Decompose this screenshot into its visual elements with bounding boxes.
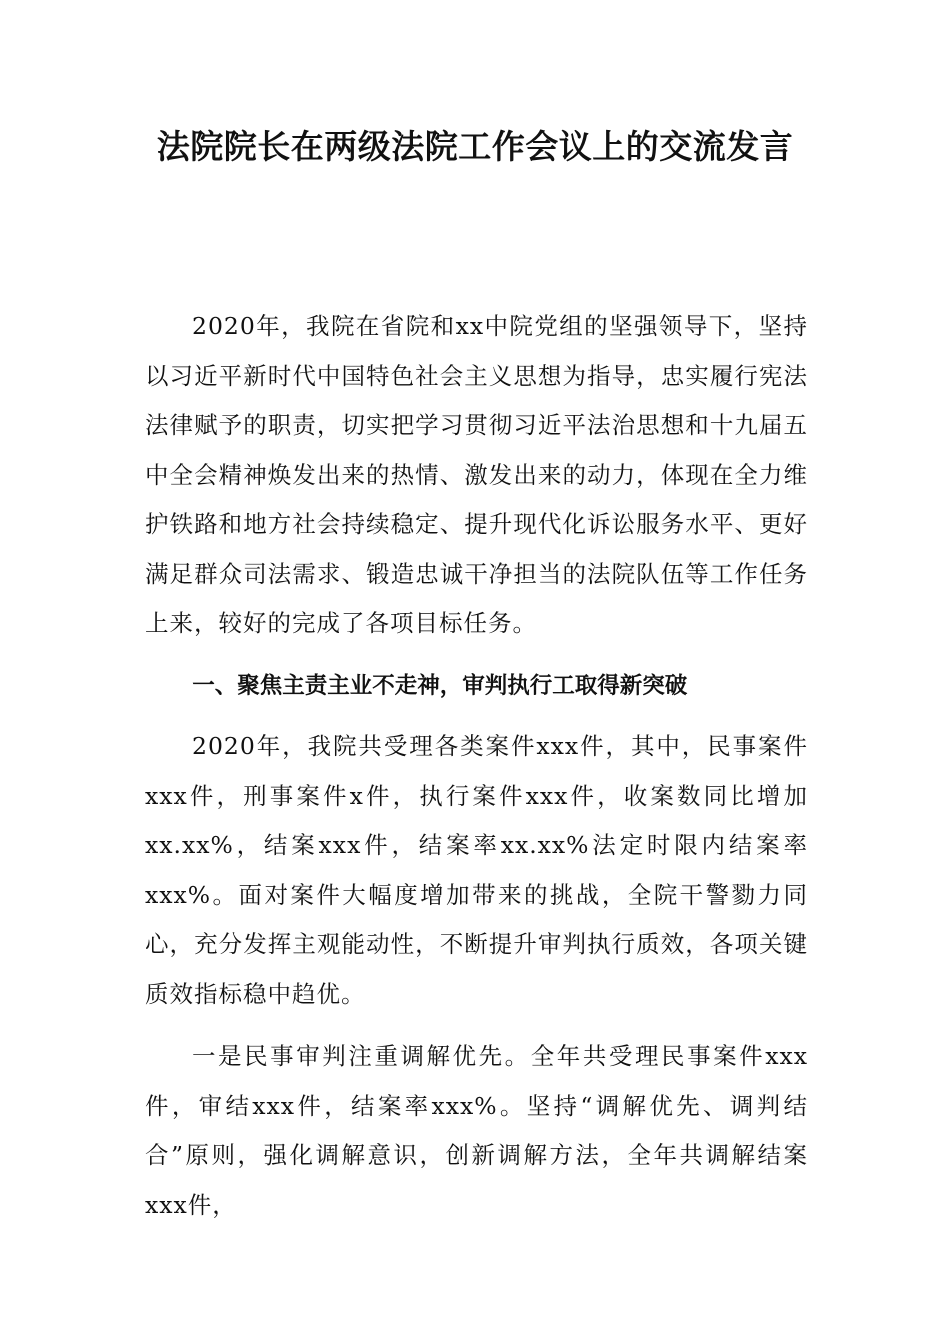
section-heading: 一、聚焦主责主业不走神，审判执行工取得新突破 bbox=[192, 673, 688, 699]
civil-trial-paragraph: 一是民事审判注重调解优先。全年共受理民事案件xxx件，审结xxx件，结案率xxx%。坚持“调解优先、调判结合”原则，强化调解意识，创新调解方法，全年共调解结案xxx件， bbox=[145, 1042, 808, 1219]
intro-paragraph: 2020年，我院在省院和xx中院党组的坚强领导下，坚持以习近平新时代中国特色社会主义思想为指导，忠实履行宪法法律赋予的职责，切实把学习贯彻习近平法治思想和十九届五中全会精神焕发出来的热情、激发出来的动力，体现在全力维护铁路和地方社会持续稳定、提升现代化诉讼服务水平、更好满足群众司法需求、锻造忠诚干净担当的法院队伍等工作任务上来，较好的完成了各项目标任务。 bbox=[145, 312, 808, 637]
case-statistics-paragraph: 2020年，我院共受理各类案件xxx件，其中，民事案件xxx件，刑事案件x件，执行案件xxx件，收案数同比增加xx.xx%，结案xxx件，结案率xx.xx%法定时限内结案率xxx%。面对案件大幅度增加带来的挑战，全院干警勠力同心，充分发挥主观能动性，不断提升审判执行质效，各项关键质效指标稳中趋优。 bbox=[145, 732, 808, 1008]
document-title: 法院院长在两级法院工作会议上的交流发言 bbox=[156, 127, 794, 166]
